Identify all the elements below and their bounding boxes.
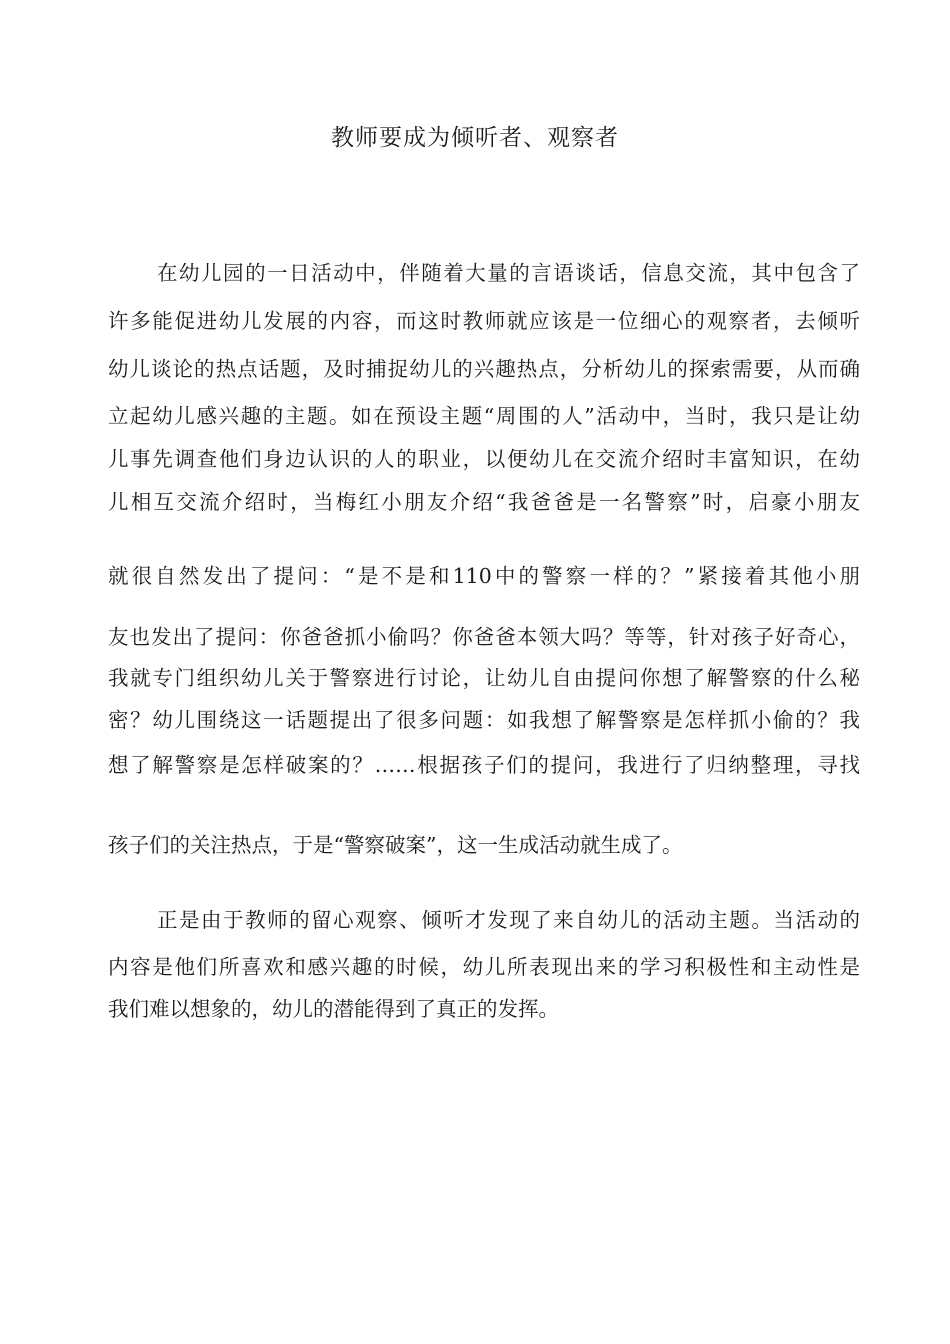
- paragraph-line: 幼儿谈论的热点话题，及时捕捉幼儿的兴趣热点，分析幼儿的探索需要，从而确: [108, 357, 860, 381]
- paragraph-line: 许多能促进幼儿发展的内容，而这时教师就应该是一位细心的观察者，去倾听: [108, 309, 860, 333]
- paragraph-line: 就很自然发出了提问：“是不是和110中的警察一样的？”紧接着其他小朋: [108, 564, 860, 588]
- document-title: 教师要成为倾听者、观察者: [331, 125, 619, 151]
- paragraph-line: 我们难以想象的，幼儿的潜能得到了真正的发挥。: [108, 997, 559, 1021]
- paragraph-line: 儿事先调查他们身边认识的人的职业，以便幼儿在交流介绍时丰富知识，在幼: [108, 447, 860, 471]
- paragraph-line: 密？幼儿围绕这一话题提出了很多问题：如我想了解警察是怎样抓小偷的？我: [108, 708, 860, 732]
- paragraph-line: 友也发出了提问：你爸爸抓小偷吗？你爸爸本领大吗？等等，针对孩子好奇心，: [108, 625, 860, 649]
- paragraph-line: 想了解警察是怎样破案的？……根据孩子们的提问，我进行了归纳整理，寻找: [108, 753, 860, 777]
- paragraph-line: 立起幼儿感兴趣的主题。如在预设主题“周围的人”活动中，当时，我只是让幼: [108, 404, 860, 428]
- paragraph-line: 内容是他们所喜欢和感兴趣的时候，幼儿所表现出来的学习积极性和主动性是: [108, 955, 860, 979]
- paragraph-line: 正是由于教师的留心观察、倾听才发现了来自幼儿的活动主题。当活动的: [157, 908, 860, 932]
- paragraph-line: 我就专门组织幼儿关于警察进行讨论，让幼儿自由提问你想了解警察的什么秘: [108, 666, 860, 690]
- paragraph-line: 在幼儿园的一日活动中，伴随着大量的言语谈话，信息交流，其中包含了: [157, 261, 860, 285]
- paragraph-line: 儿相互交流介绍时，当梅红小朋友介绍“我爸爸是一名警察”时，启豪小朋友: [108, 490, 860, 514]
- paragraph-line: 孩子们的关注热点，于是“警察破案”，这一生成活动就生成了。: [108, 833, 683, 857]
